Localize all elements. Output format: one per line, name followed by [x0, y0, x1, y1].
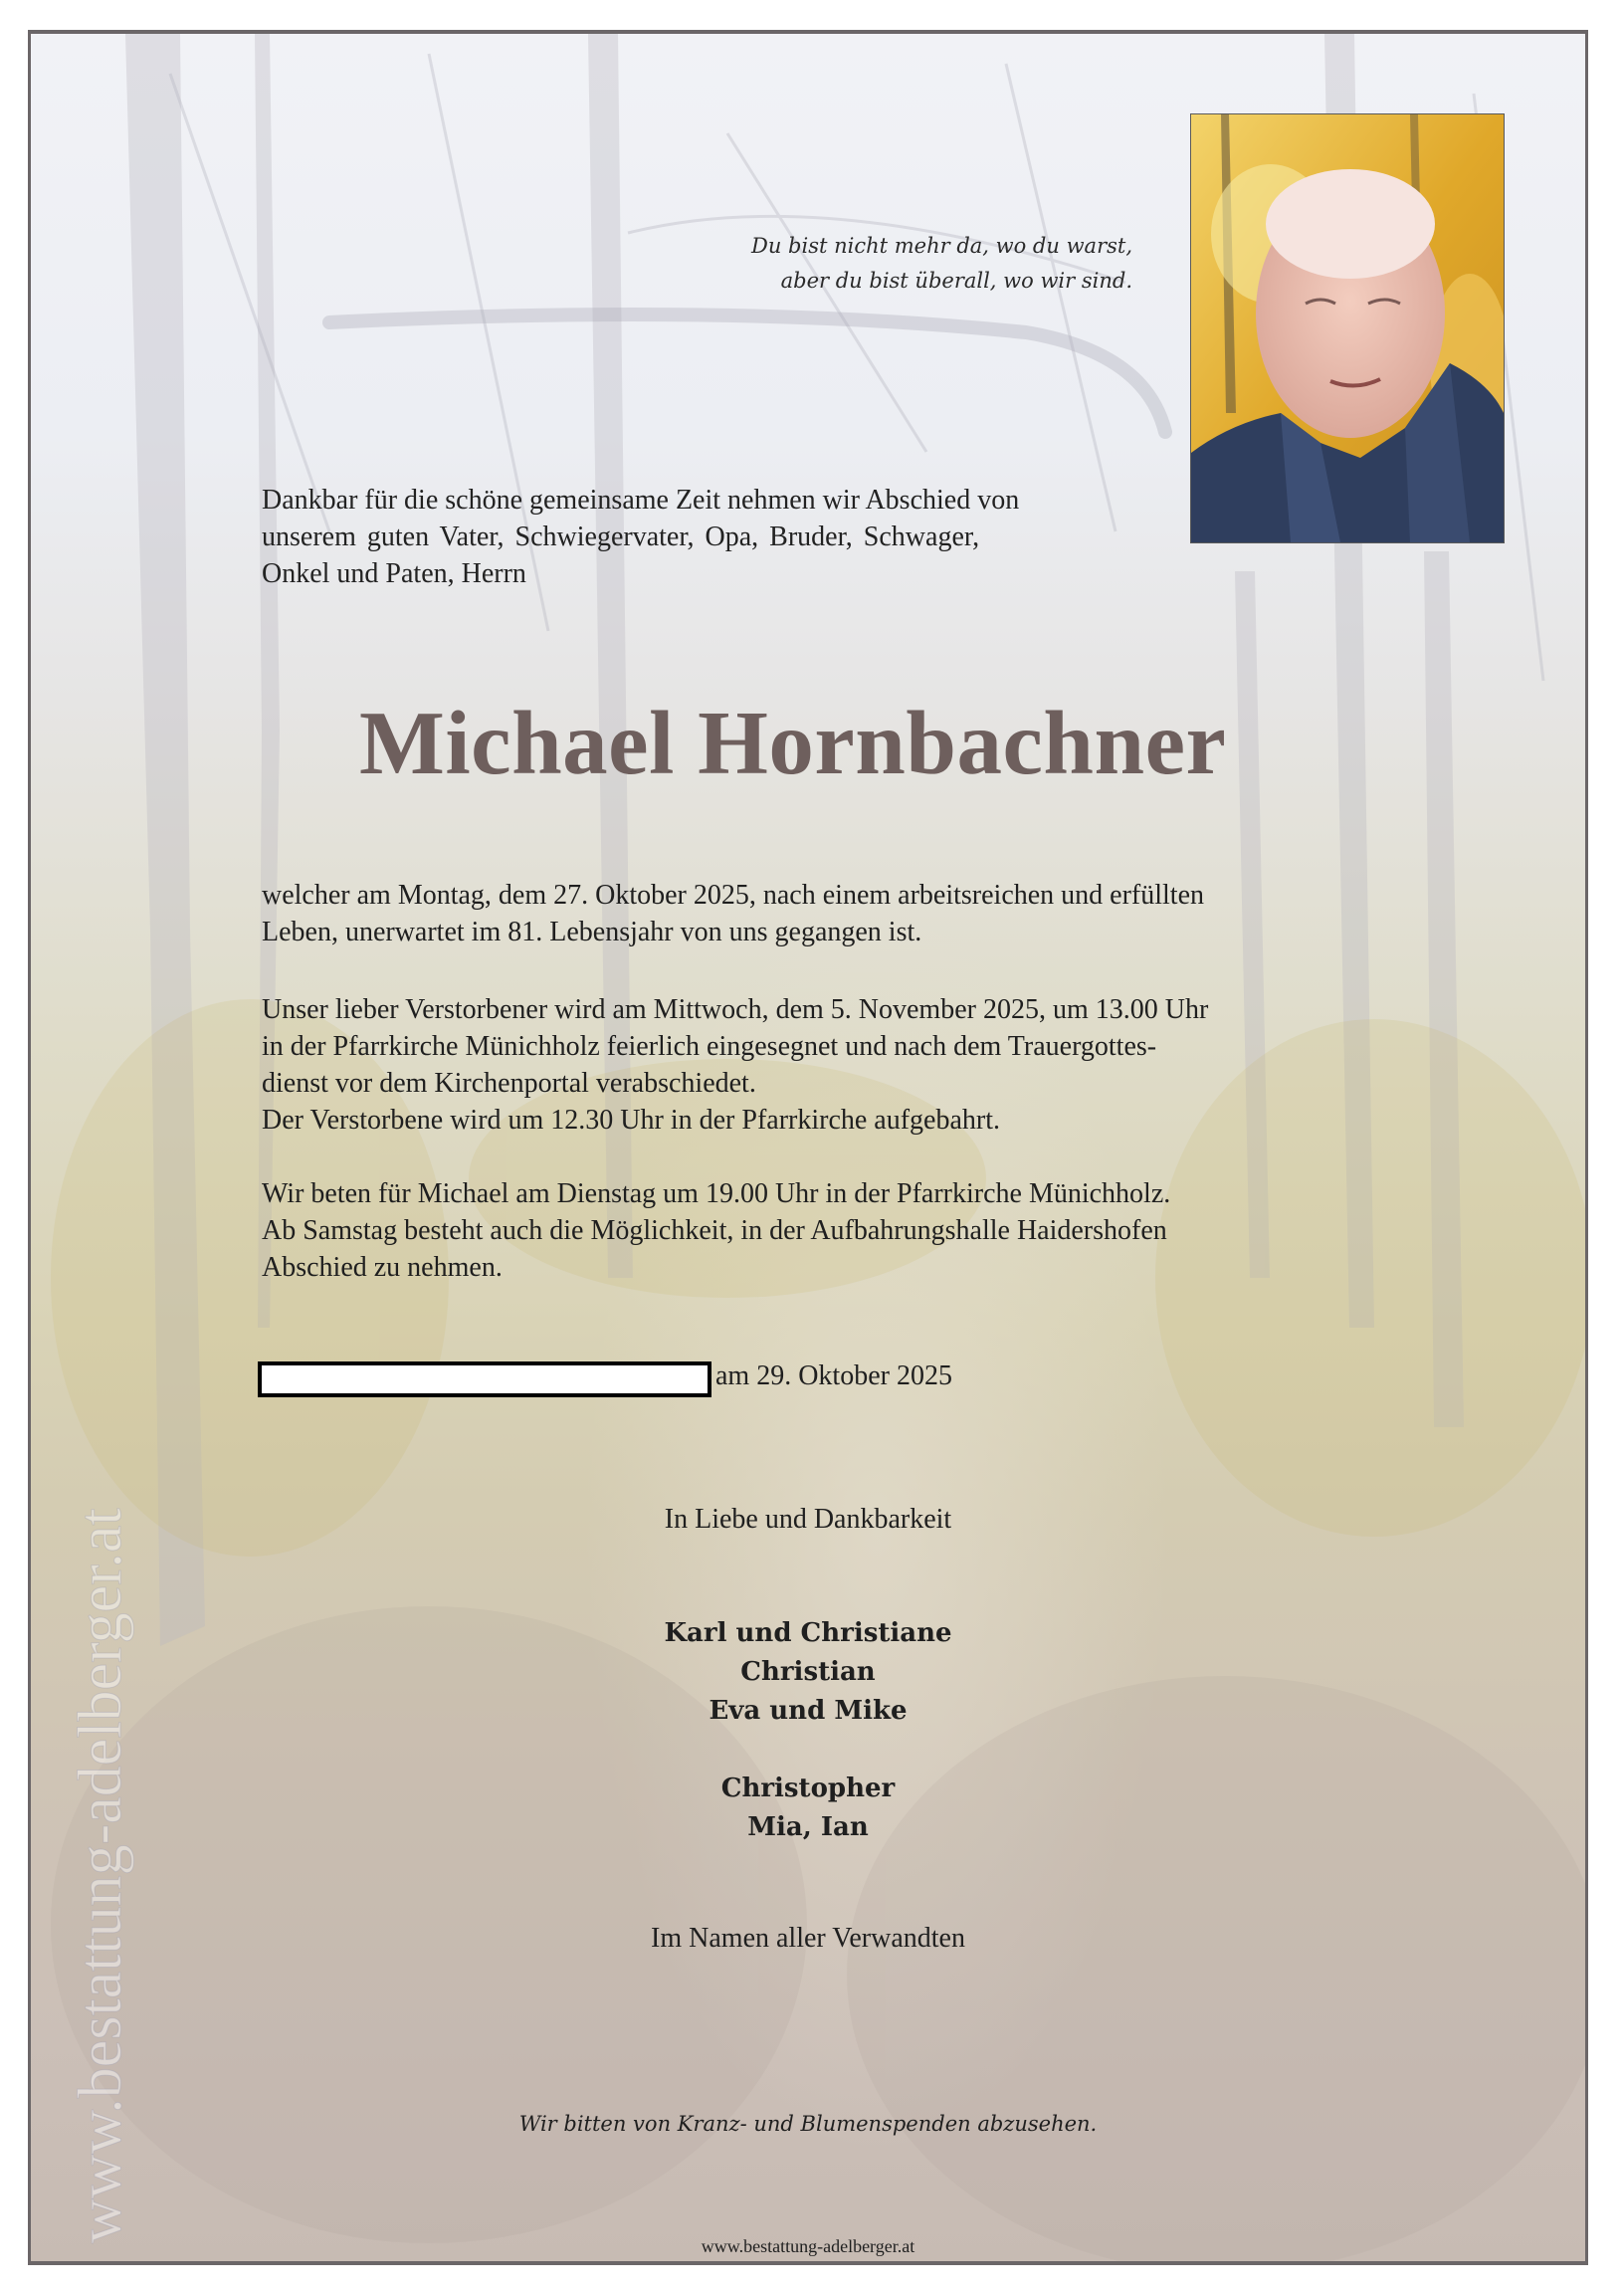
obituary-card: [28, 30, 1588, 2265]
paragraph-line: Der Verstorbene wird um 12.30 Uhr in der Pfarrkirche aufgebahrt.: [262, 1105, 1001, 1136]
family-name-line: Christopher: [720, 1774, 896, 1803]
paragraph-line: Leben, unerwartet im 81. Lebensjahr von uns gegangen ist.: [262, 917, 922, 947]
portrait-photo: [1190, 113, 1505, 543]
family-name-line: Mia, Ian: [747, 1812, 869, 1842]
redacted-place-box: [258, 1361, 711, 1397]
paragraph-line: in der Pfarrkirche Münichholz feierlich eingesegnet und nach dem Trauergottes-: [262, 1031, 1157, 1062]
paragraph-line: Ab Samstag besteht auch die Möglichkeit, in der Aufbahrungshalle Haidershofen: [262, 1215, 1167, 1246]
paragraph-line: Abschied zu nehmen.: [262, 1252, 503, 1283]
paragraph-line: Unser lieber Verstorbener wird am Mittwoch, dem 5. November 2025, um 13.00 Uhr: [262, 994, 1209, 1025]
date-line: am 29. Oktober 2025: [715, 1360, 952, 1391]
relatives-line: Im Namen aller Verwandten: [651, 1923, 965, 1954]
family-name-line: Christian: [740, 1657, 876, 1687]
footer-url[interactable]: www.bestattung-adelberger.at: [701, 2236, 915, 2256]
portrait-image: [1191, 114, 1504, 542]
paragraph-line: welcher am Montag, dem 27. Oktober 2025, nach einem arbeitsreichen und erfüllten: [262, 880, 1205, 911]
quote-line-1: Du bist nicht mehr da, wo du warst,: [751, 234, 1132, 258]
intro-line-3: Onkel und Paten, Herrn: [262, 558, 526, 589]
intro-line-1: Dankbar für die schöne gemeinsame Zeit nehmen wir Abschied von: [262, 485, 1020, 516]
quote-line-2: aber du bist überall, wo wir sind.: [780, 269, 1132, 293]
donation-note: Wir bitten von Kranz- und Blumenspenden abzusehen.: [518, 2112, 1098, 2136]
closing-phrase: In Liebe und Dankbarkeit: [664, 1504, 952, 1535]
paragraph-line: dienst vor dem Kirchenportal verabschiedet.: [262, 1068, 756, 1099]
intro-line-2: unserem guten Vater, Schwiegervater, Opa, Bruder, Schwager,: [262, 522, 980, 552]
family-name-line: Eva und Mike: [709, 1696, 908, 1726]
watermark-text: www.bestattung-adelberger.at: [67, 1508, 134, 2243]
deceased-name: Michael Hornbachner: [359, 693, 1227, 793]
paragraph-line: Wir beten für Michael am Dienstag um 19.00 Uhr in der Pfarrkirche Münichholz.: [262, 1178, 1171, 1209]
family-name-line: Karl und Christiane: [664, 1618, 952, 1648]
